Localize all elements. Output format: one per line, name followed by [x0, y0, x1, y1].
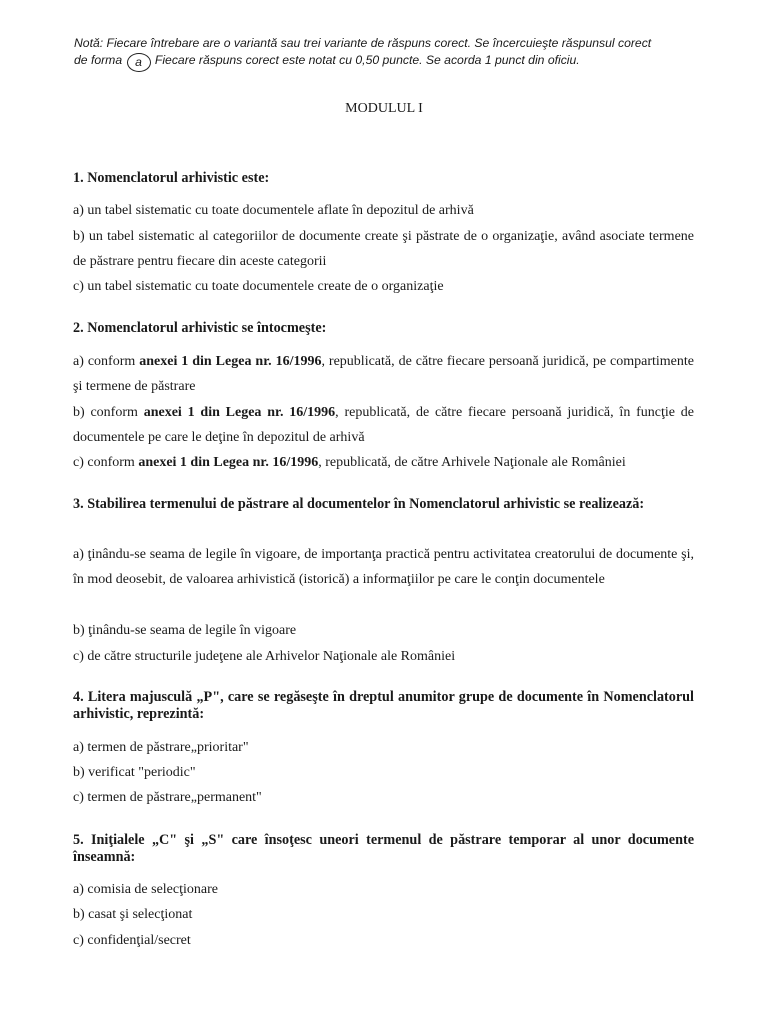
- note-line-2-start: de forma: [74, 52, 123, 67]
- question-1-option-c: c) un tabel sistematic cu toate documentele create de o organizaţie: [73, 279, 444, 294]
- law-reference: anexei 1 din Legea nr. 16/1996: [143, 405, 336, 420]
- question-2-option-c: [73, 450, 694, 475]
- question-2-title: 2. Nomenclatorul arhivistic se întocmeşte:: [73, 320, 327, 336]
- question-5-option-a: a) comisia de selecţionare: [73, 882, 218, 897]
- question-5-option-b: b) casat şi selecţionat: [73, 907, 193, 922]
- instructions-note: [74, 35, 704, 72]
- question-1-title: 1. Nomenclatorul arhivistic este:: [73, 170, 270, 186]
- question-2-option-a: [73, 349, 694, 399]
- question-3-option-a: a) ţinându-se seama de legile în vigoare, de importanţa practică pentru activitatea creatorului de documente şi, în mod deosebit, de valoarea arhivistică (istorică) a informaţiilor pe care le conţin documentele: [73, 547, 694, 587]
- note-line-1: Notă: Fiecare întrebare are o variantă sau trei variante de răspuns corect. Se încercuieşte răspunsul corect: [74, 36, 652, 50]
- question-4-option-c: c) termen de păstrare„permanent": [73, 790, 262, 805]
- question-1-option-b: b) un tabel sistematic al categoriilor de documente create şi păstrate de o organizaţie, având asociate termene de păstrare pentru fiecare din aceste categorii: [73, 229, 694, 269]
- question-4-option-a: a) termen de păstrare„prioritar": [73, 740, 249, 755]
- option-text: c) conform: [73, 455, 139, 470]
- question-4-option-b: b) verificat "periodic": [73, 765, 196, 780]
- question-2-option-b: [73, 400, 694, 450]
- question-4-title: 4. Litera majusculă „P", care se regăseşte în dreptul anumitor grupe de documente în Nomenclatorul arhivistic, reprezintă:: [73, 689, 694, 722]
- option-text: b) conform: [73, 405, 144, 420]
- module-title: MODULUL I: [345, 101, 423, 116]
- question-5-title: 5. Iniţialele „C" şi „S" care însoţesc uneori termenul de păstrare temporar al unor documente înseamnă:: [73, 832, 694, 865]
- question-1-option-a: a) un tabel sistematic cu toate documentele aflate în depozitul de arhivă: [73, 203, 474, 218]
- option-text: , republicată, de către fiecare persoană juridică, pe compartimente şi termene de păstrare: [73, 354, 694, 394]
- law-reference: anexei 1 din Legea nr. 16/1996: [138, 455, 319, 470]
- question-3-option-c: c) de către structurile judeţene ale Arhivelor Naţionale ale României: [73, 649, 456, 664]
- circled-answer-example: a: [127, 53, 151, 72]
- option-text: , republicată, de către Arhivele Naţionale ale României: [318, 455, 626, 470]
- option-text: , republicată, de către fiecare persoană juridică, în funcţie de documentele pe care le deţine în depozitul de arhivă: [73, 405, 695, 445]
- question-3-title: 3. Stabilirea termenului de păstrare al documentelor în Nomenclatorul arhivistic se realizează:: [73, 496, 645, 512]
- law-reference: anexei 1 din Legea nr. 16/1996: [139, 354, 322, 369]
- question-5-option-c: c) confidenţial/secret: [73, 933, 191, 948]
- option-text: a) conform: [73, 354, 140, 369]
- question-3-option-b: b) ţinându-se seama de legile în vigoare: [73, 623, 297, 638]
- note-line-2-end: Fiecare răspuns corect este notat cu 0,50 puncte. Se acorda 1 punct din oficiu.: [154, 52, 580, 67]
